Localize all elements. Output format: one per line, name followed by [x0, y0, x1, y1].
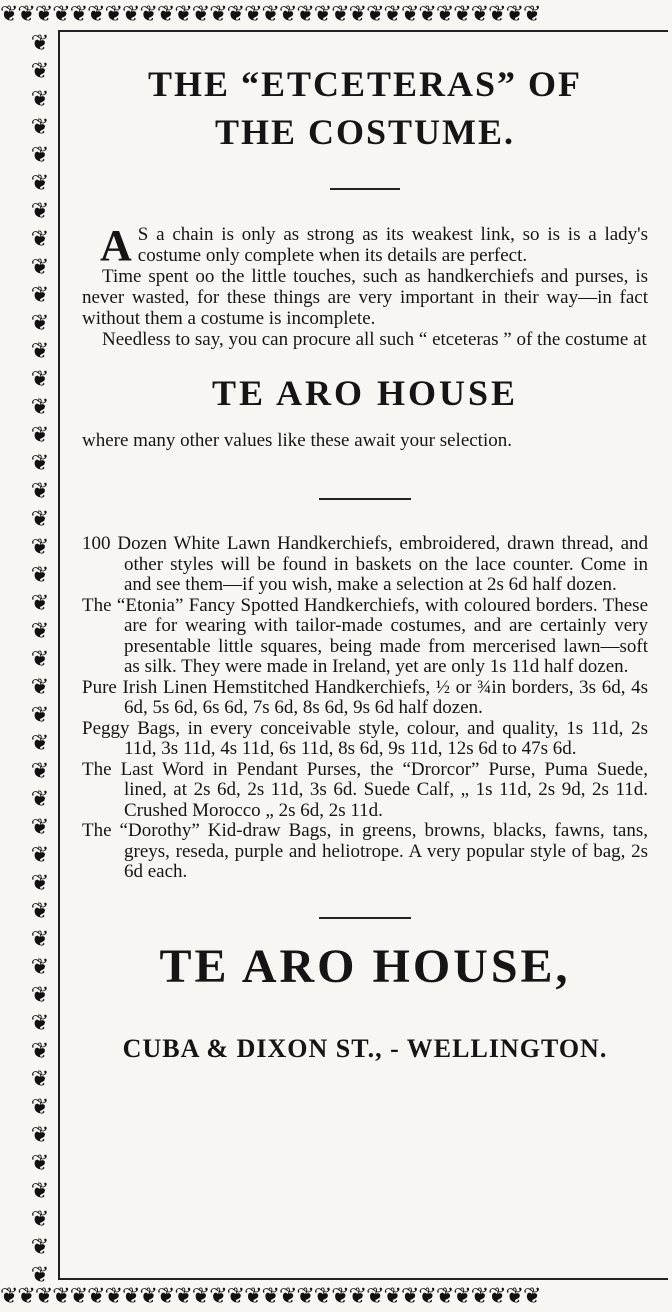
ornamental-border-bottom: ❦❦❦❦❦❦❦❦❦❦❦❦❦❦❦❦❦❦❦❦❦❦❦❦❦❦❦❦❦❦❦	[0, 1284, 541, 1309]
divider-rule	[330, 188, 400, 190]
intro-paragraph-2: Time spent oo the little touches, such as handkerchiefs and purses, is never wasted, for these things are very important in their way—in fact without them a costume is incomplete.	[82, 266, 648, 329]
footer-address: CUBA & DIXON ST., - WELLINGTON.	[122, 1033, 608, 1063]
intro-paragraph-3: Needless to say, you can procure all such “ etceteras ” of the costume at	[102, 329, 647, 350]
drop-cap: A	[100, 221, 132, 270]
divider-rule	[319, 498, 411, 500]
list-item: The “Dorothy” Kid-draw Bags, in greens, browns, blacks, fawns, tans, greys, reseda, purple and heliotrope. A very popular style of bag, 2s 6d each.	[82, 820, 648, 882]
list-item: The “Etonia” Fancy Spotted Handkerchiefs, with coloured borders. These are for wearing with tailor-made costumes, and are certainly very presentable little squares, being made from mercerised lawn—soft as silk. They were made in Ireland, yet are only 1s 11d half dozen.	[82, 594, 648, 677]
headline-line-2: THE COSTUME.	[214, 112, 516, 152]
divider-rule	[319, 917, 411, 919]
intro-text-1: S a chain is only as strong as its weakest link, so is is a lady's costume only complete when its details are perfect.	[137, 224, 648, 266]
headline	[82, 60, 648, 156]
advert-content	[82, 60, 648, 1064]
list-item: The Last Word in Pendant Purses, the “Drorcor” Purse, Puma Suede, lined, at 2s 6d, 2s 11d, 3s 6d. Suede Calf, „ 1s 11d, 2s 9d, 2s 11d. Crushed Morocco „ 2s 6d, 2s 11d.	[82, 758, 648, 821]
list-item: 100 Dozen White Lawn Handkerchiefs, embroidered, drawn thread, and other styles will be found in baskets on the lace counter. Come in and see them—if you wish, make a selection at 2s 6d half dozen.	[82, 533, 648, 595]
ornamental-border-top: ❦❦❦❦❦❦❦❦❦❦❦❦❦❦❦❦❦❦❦❦❦❦❦❦❦❦❦❦❦❦❦	[0, 2, 541, 27]
list-item: Peggy Bags, in every conceivable style, colour, and quality, 1s 11d, 2s 11d, 3s 11d, 4s 11d, 6s 11d, 8s 6d, 9s 11d, 12s 6d to 47s 6d.	[82, 717, 648, 759]
ornamental-border-left: ❦❦❦❦❦❦❦❦❦❦❦❦❦❦❦❦❦❦❦❦❦❦❦❦❦❦❦❦❦❦❦❦❦❦❦❦❦❦❦❦❦❦❦❦❦	[30, 31, 50, 1282]
store-name: TE ARO HOUSE	[211, 373, 519, 413]
list-item: Pure Irish Linen Hemstitched Handkerchiefs, ½ or ¾in borders, 3s 6d, 4s 6d, 5s 6d, 6s 6d, 7s 6d, 8s 6d, 9s 6d half dozen.	[82, 676, 648, 718]
intro-paragraph-1	[82, 221, 648, 270]
headline-line-1: THE “ETCETERAS” OF	[147, 64, 583, 104]
tagline: where many other values like these await your selection.	[82, 430, 512, 451]
product-list	[82, 534, 648, 883]
footer-store-name: TE ARO HOUSE,	[159, 939, 571, 993]
